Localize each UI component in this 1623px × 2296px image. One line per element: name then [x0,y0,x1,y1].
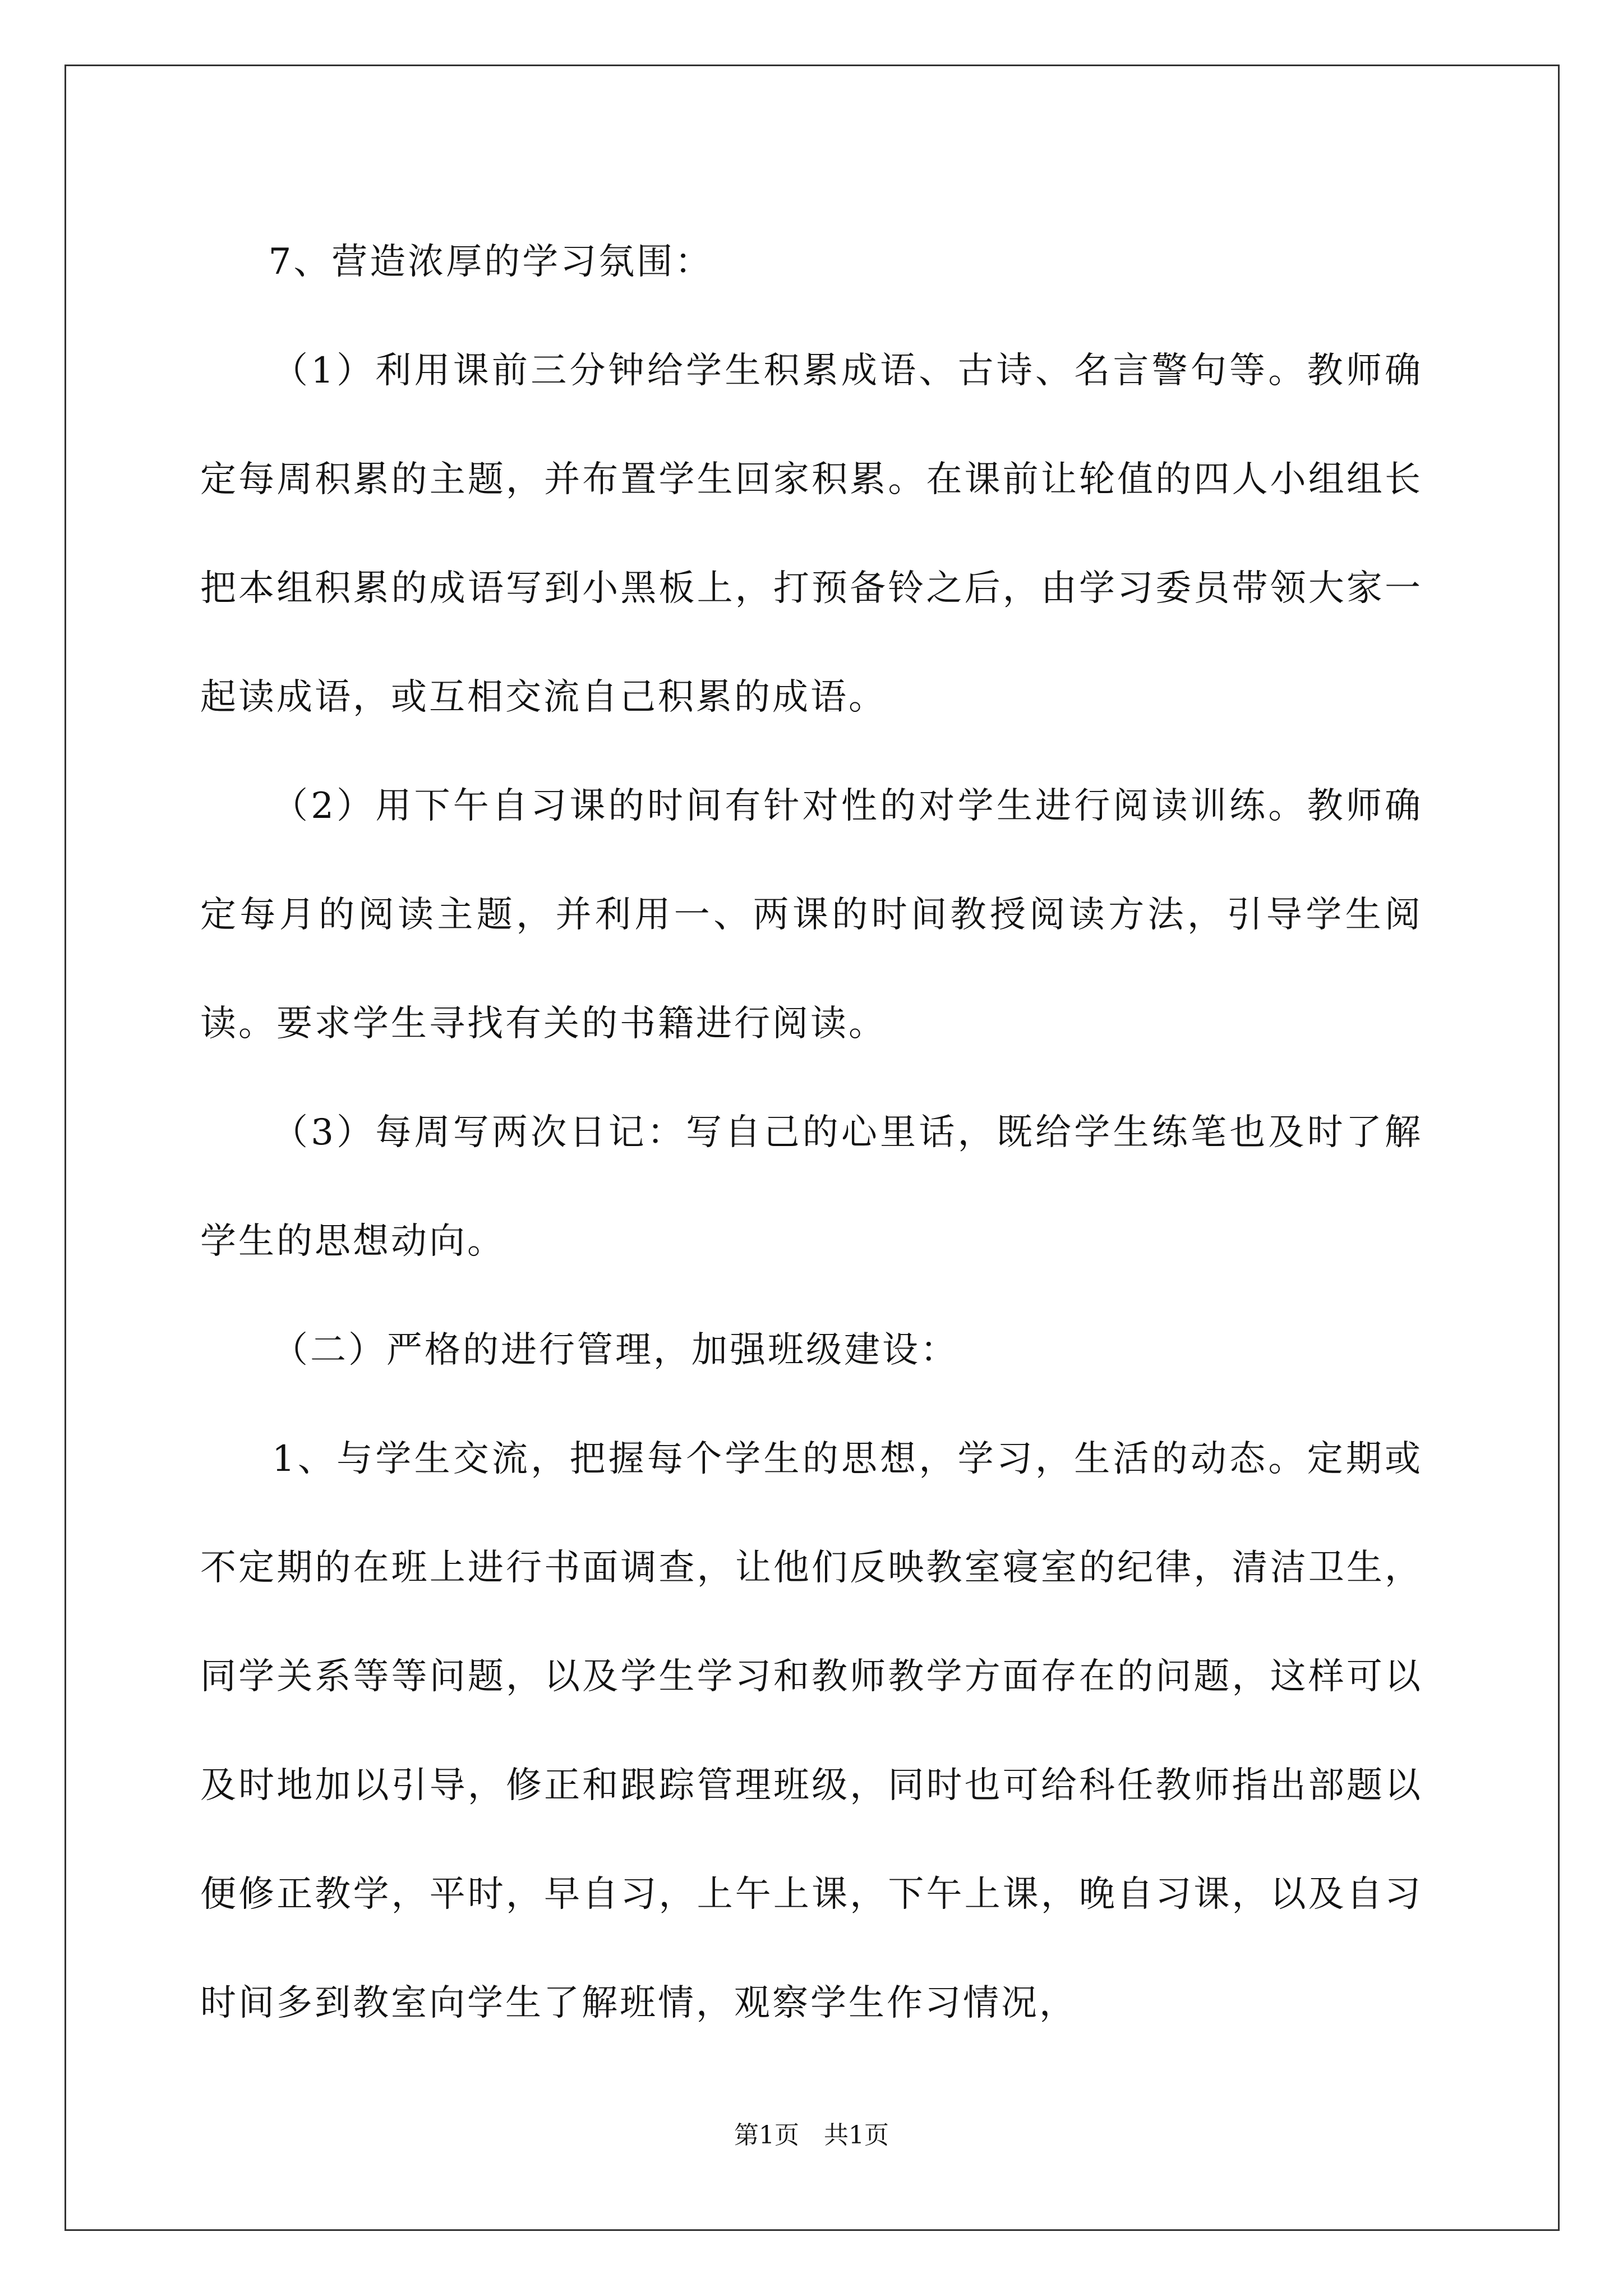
paragraph-point-1: 1、与学生交流，把握每个学生的思想，学习，生活的动态。定期或不定期的在班上进行书面调查，让他们反映教室寝室的纪律，清洁卫生，同学关系等等问题，以及学生学习和教师教学方面存在的问题，这样可以及时地加以引导，修正和跟踪管理班级，同时也可给科任教师指出部题以便修正教学，平时，早自习，上午上课，下午上课，晚自习课，以及自习时间多到教室向学生了解班情，观察学生作习情况， [200,1438,1423,2024]
paragraph-item-1: （1）利用课前三分钟给学生积累成语、古诗、名言警句等。教师确定每周积累的主题，并布置学生回家积累。在课前让轮值的四人小组组长把本组积累的成语写到小黑板上，打预备铃之后，由学习委员带领大家一起读成语，或互相交流自己积累的成语。 [200,350,1423,718]
page-number-footer: 第1页 共1页 [734,2121,889,2150]
document-body [200,208,1423,2058]
paragraph-heading-7: 7、营造浓厚的学习氛围： [268,241,713,283]
paragraph-item-3: （3）每周写两次日记：写自己的心里话，既给学生练笔也及时了解学生的思想动向。 [200,1112,1423,1262]
paragraph-section-2: （二）严格的进行管理，加强班级建设： [272,1329,958,1371]
paragraph-item-2: （2）用下午自习课的时间有针对性的对学生进行阅读训练。教师确定每月的阅读主题，并利用一、两课的时间教授阅读方法，引导学生阅读。要求学生寻找有关的书籍进行阅读。 [200,785,1423,1045]
